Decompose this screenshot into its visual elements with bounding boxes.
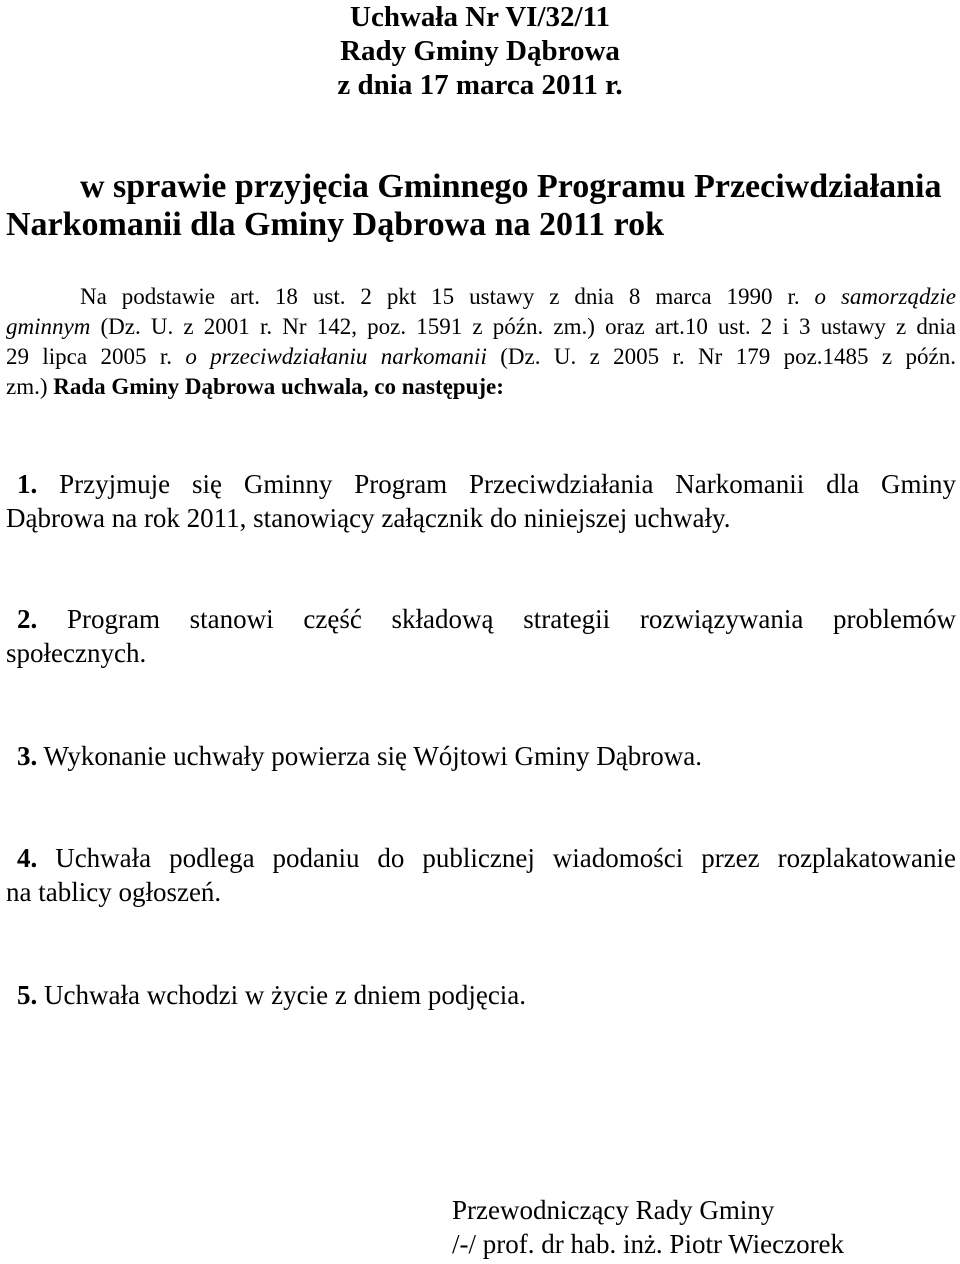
basis-act-title: o przeciwdziałaniu narkomanii [185, 344, 487, 369]
basis-text: Na podstawie art. 18 ust. 2 pkt 15 ustawy z dnia 8 marca 1990 r. [80, 284, 815, 309]
subject-line-1: w sprawie przyjęcia Gminnego Programu Przeciwdziałania [80, 168, 942, 205]
basis-line-3 [6, 342, 956, 372]
paragraph-number: 3. [17, 741, 38, 771]
paragraph-number: 5. [17, 980, 38, 1010]
basis-text: 29 lipca 2005 r. [6, 344, 186, 369]
paragraph-line [6, 841, 956, 875]
basis-act-title: gminnym [6, 314, 91, 339]
paragraph-text: Uchwała podlega podaniu do publicznej wiadomości przez rozplakatowanie [37, 843, 956, 873]
paragraph-number: 2. [17, 604, 38, 634]
resolution-header [0, 0, 960, 102]
paragraph-line [6, 602, 956, 636]
council-resolves: Rada Gminy Dąbrowa uchwala, co następuje: [53, 374, 504, 399]
resolution-subject [6, 168, 958, 244]
council-name: Rady Gminy Dąbrowa [340, 35, 620, 67]
paragraph-line: społecznych. [6, 638, 147, 668]
basis-line-1 [6, 282, 956, 312]
legal-basis [6, 282, 956, 402]
paragraph-number: 4. [17, 843, 38, 873]
paragraph-line: Dąbrowa na rok 2011, stanowiący załącznik do niniejszej uchwały. [6, 503, 731, 533]
paragraph-1 [6, 467, 956, 535]
signatory-title: Przewodniczący Rady Gminy [452, 1195, 775, 1225]
signatory-name: /-/ prof. dr hab. inż. Piotr Wieczorek [452, 1229, 845, 1259]
paragraph-3 [6, 739, 956, 773]
subject-line-2: Narkomanii dla Gminy Dąbrowa na 2011 rok [6, 206, 665, 243]
basis-act-title: o samorządzie [814, 284, 956, 309]
paragraph-line [6, 978, 956, 1012]
paragraph-text: Wykonanie uchwały powierza się Wójtowi Gminy Dąbrowa. [37, 741, 702, 771]
paragraph-text: Uchwała wchodzi w życie z dniem podjęcia. [37, 980, 527, 1010]
paragraph-5 [6, 978, 956, 1012]
basis-text: (Dz. U. z 2005 r. Nr 179 poz.1485 z późn. [486, 344, 956, 369]
paragraph-2 [6, 602, 956, 670]
signature-block [452, 1193, 844, 1261]
paragraph-text: Przyjmuje się Gminny Program Przeciwdziałania Narkomanii dla Gminy [37, 469, 956, 499]
basis-text: (Dz. U. z 2001 r. Nr 142, poz. 1591 z późn. zm.) oraz art.10 ust. 2 i 3 ustawy z dnia [90, 314, 956, 339]
basis-line-4 [6, 372, 956, 402]
paragraph-number: 1. [17, 469, 38, 499]
paragraph-4 [6, 841, 956, 909]
paragraph-line [6, 739, 956, 773]
resolution-date: z dnia 17 marca 2011 r. [337, 69, 623, 101]
resolution-number: Uchwała Nr VI/32/11 [350, 1, 610, 33]
basis-text: zm.) [6, 374, 54, 399]
paragraph-text: Program stanowi część składową strategii rozwiązywania problemów [37, 604, 956, 634]
paragraph-line [6, 467, 956, 501]
basis-line-2 [6, 312, 956, 342]
paragraph-line: na tablicy ogłoszeń. [6, 877, 222, 907]
